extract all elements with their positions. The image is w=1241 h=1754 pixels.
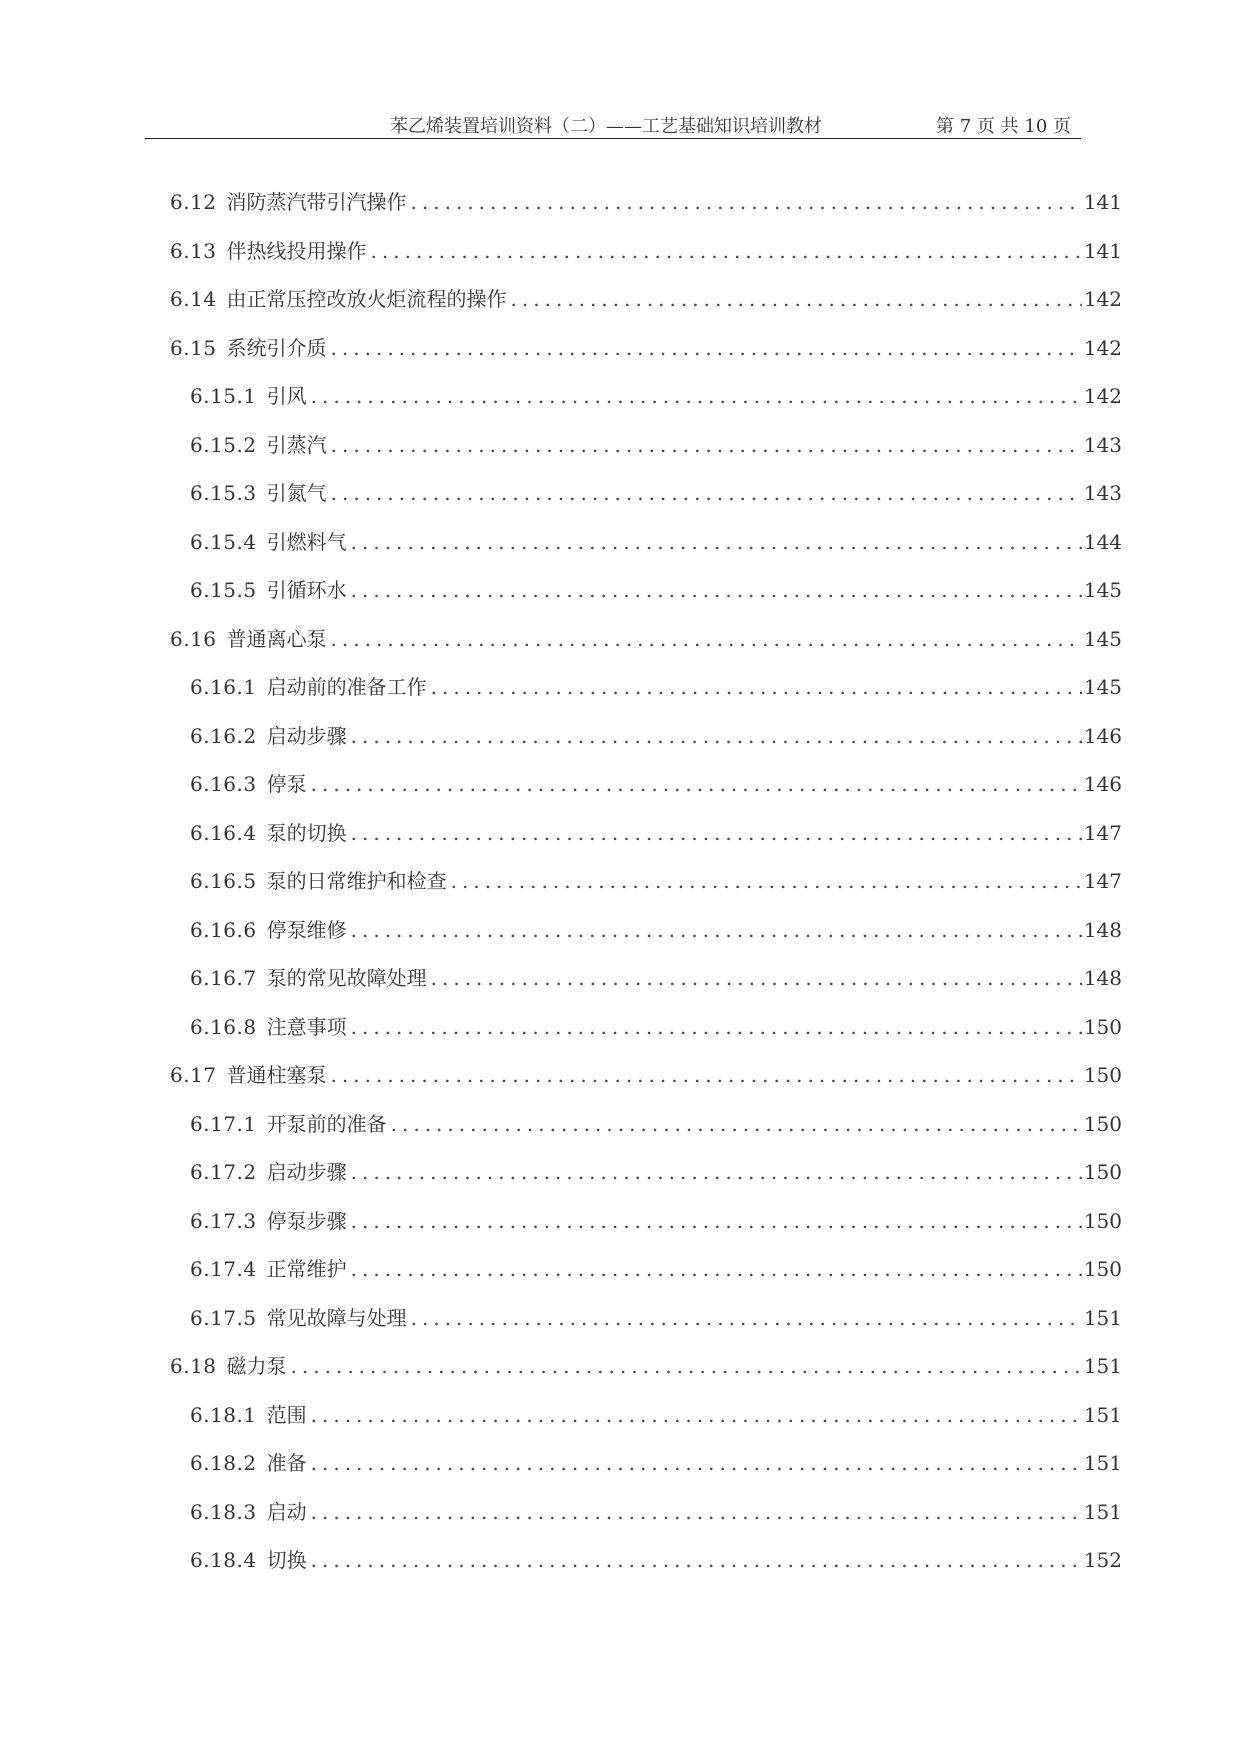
toc-entry-title: 范围 xyxy=(266,1402,307,1427)
toc-entry-title: 注意事项 xyxy=(266,1014,347,1039)
toc-dot-leader xyxy=(351,1207,1082,1235)
toc-entry-page: 151 xyxy=(1083,1402,1122,1427)
toc-entry-title: 启动 xyxy=(266,1499,307,1524)
toc-entry[interactable] xyxy=(190,382,1122,410)
toc-entry-page: 142 xyxy=(1083,287,1122,311)
page-number: 第 7 页 共 10 页 xyxy=(936,116,1071,137)
toc-entry[interactable] xyxy=(170,625,1122,653)
toc-dot-leader xyxy=(351,528,1082,556)
toc-dot-leader xyxy=(331,1061,1082,1089)
toc-entry[interactable] xyxy=(190,576,1122,604)
toc-entry-page: 142 xyxy=(1083,335,1122,360)
toc-entry-number: 6.16.5 xyxy=(190,869,257,893)
toc-entry-number: 6.16.1 xyxy=(190,675,257,699)
toc-entry-number: 6.17.5 xyxy=(190,1305,257,1330)
toc-entry-number: 6.17.3 xyxy=(190,1208,257,1233)
toc-entry-number: 6.12 xyxy=(170,190,217,214)
toc-entry[interactable] xyxy=(190,528,1122,556)
toc-entry-title: 常见故障与处理 xyxy=(266,1305,407,1330)
toc-entry-number: 6.13 xyxy=(170,238,217,263)
toc-dot-leader xyxy=(411,1304,1082,1332)
toc-entry[interactable] xyxy=(170,188,1122,216)
toc-entry-title: 由正常压控改放火炬流程的操作 xyxy=(226,287,507,311)
toc-entry[interactable] xyxy=(170,237,1122,265)
toc-entry-title: 引氮气 xyxy=(266,481,327,505)
toc-dot-leader xyxy=(351,722,1082,750)
toc-entry-title: 引燃料气 xyxy=(266,529,347,554)
toc-entry-page: 148 xyxy=(1083,917,1122,942)
toc-dot-leader xyxy=(351,1158,1082,1186)
toc-entry-page: 141 xyxy=(1083,238,1122,263)
toc-entry-title: 普通柱塞泵 xyxy=(226,1063,327,1087)
toc-entry[interactable] xyxy=(190,1158,1122,1186)
document-title: 苯乙烯装置培训资料（二）——工艺基础知识培训教材 xyxy=(390,116,822,137)
toc-entry[interactable] xyxy=(170,1061,1122,1089)
toc-dot-leader xyxy=(511,285,1082,313)
toc-entry-title: 系统引介质 xyxy=(226,335,327,360)
toc-entry-number: 6.16 xyxy=(170,626,217,651)
toc-entry-number: 6.18.3 xyxy=(190,1499,257,1524)
toc-entry-number: 6.16.3 xyxy=(190,772,257,796)
toc-dot-leader xyxy=(331,479,1082,507)
toc-entry-title: 停泵维修 xyxy=(266,917,347,942)
toc-entry-page: 150 xyxy=(1083,1111,1122,1136)
toc-entry[interactable] xyxy=(190,1255,1122,1283)
toc-entry-title: 泵的日常维护和检查 xyxy=(266,869,447,893)
toc-dot-leader xyxy=(351,1013,1082,1041)
toc-dot-leader xyxy=(351,1255,1082,1283)
toc-entry[interactable] xyxy=(190,916,1122,944)
toc-entry-title: 引风 xyxy=(266,384,307,408)
toc-entry-page: 145 xyxy=(1083,626,1122,651)
toc-entry-title: 普通离心泵 xyxy=(226,626,327,651)
toc-entry-number: 6.15.2 xyxy=(190,432,257,457)
toc-entry[interactable] xyxy=(190,867,1122,895)
toc-entry[interactable] xyxy=(190,1013,1122,1041)
toc-dot-leader xyxy=(331,334,1082,362)
toc-entry[interactable] xyxy=(170,334,1122,362)
toc-entry-page: 151 xyxy=(1083,1451,1122,1475)
toc-entry-page: 146 xyxy=(1083,723,1122,748)
toc-entry-number: 6.15 xyxy=(170,335,217,360)
toc-dot-leader xyxy=(351,819,1082,847)
toc-entry-number: 6.17 xyxy=(170,1063,217,1087)
toc-entry-title: 伴热线投用操作 xyxy=(226,238,367,263)
toc-entry-page: 150 xyxy=(1083,1208,1122,1233)
toc-entry-page: 150 xyxy=(1083,1063,1122,1087)
toc-entry-number: 6.17.2 xyxy=(190,1160,257,1184)
toc-entry-page: 145 xyxy=(1083,578,1122,602)
toc-entry-page: 142 xyxy=(1083,384,1122,408)
toc-entry[interactable] xyxy=(190,819,1122,847)
toc-entry-title: 切换 xyxy=(266,1548,307,1572)
toc-entry-number: 6.16.7 xyxy=(190,966,257,990)
toc-dot-leader xyxy=(331,431,1082,459)
toc-dot-leader xyxy=(351,576,1082,604)
toc-entry-number: 6.16.2 xyxy=(190,723,257,748)
toc-entry[interactable] xyxy=(190,1449,1122,1477)
toc-dot-leader xyxy=(411,188,1082,216)
toc-entry-title: 启动步骤 xyxy=(266,1160,347,1184)
toc-entry-title: 引循环水 xyxy=(266,578,347,602)
toc-entry[interactable] xyxy=(190,964,1122,992)
toc-dot-leader xyxy=(371,237,1082,265)
toc-entry-page: 147 xyxy=(1083,869,1122,893)
toc-entry-title: 准备 xyxy=(266,1451,307,1475)
toc-dot-leader xyxy=(451,867,1082,895)
toc-entry-title: 启动步骤 xyxy=(266,723,347,748)
toc-entry-number: 6.15.4 xyxy=(190,529,257,554)
toc-entry-number: 6.16.4 xyxy=(190,820,257,845)
toc-entry-number: 6.16.8 xyxy=(190,1014,257,1039)
toc-entry[interactable] xyxy=(190,1498,1122,1526)
toc-dot-leader xyxy=(311,1449,1082,1477)
toc-entry-page: 151 xyxy=(1083,1354,1122,1378)
toc-entry[interactable] xyxy=(190,479,1122,507)
toc-entry-page: 150 xyxy=(1083,1160,1122,1184)
toc-entry-page: 144 xyxy=(1083,529,1122,554)
toc-entry-page: 151 xyxy=(1083,1499,1122,1524)
toc-entry-page: 143 xyxy=(1083,481,1122,505)
toc-entry[interactable] xyxy=(170,1352,1122,1380)
toc-entry-page: 141 xyxy=(1083,190,1122,214)
toc-dot-leader xyxy=(311,1401,1082,1429)
toc-entry-title: 正常维护 xyxy=(266,1257,347,1281)
toc-entry-number: 6.17.1 xyxy=(190,1111,257,1136)
toc-entry-title: 引蒸汽 xyxy=(266,432,327,457)
toc-entry-page: 150 xyxy=(1083,1014,1122,1039)
toc-entry-title: 消防蒸汽带引汽操作 xyxy=(226,190,407,214)
toc-dot-leader xyxy=(311,1546,1082,1574)
toc-entry-number: 6.16.6 xyxy=(190,917,257,942)
toc-entry-number: 6.18.4 xyxy=(190,1548,257,1572)
toc-entry[interactable] xyxy=(190,1304,1122,1332)
toc-entry[interactable] xyxy=(190,1546,1122,1574)
toc-entry-page: 147 xyxy=(1083,820,1122,845)
toc-entry-page: 145 xyxy=(1083,675,1122,699)
toc-entry-title: 停泵 xyxy=(266,772,307,796)
toc-entry-number: 6.17.4 xyxy=(190,1257,257,1281)
toc-dot-leader xyxy=(431,964,1082,992)
toc-entry-page: 151 xyxy=(1083,1305,1122,1330)
toc-entry[interactable] xyxy=(190,722,1122,750)
page-header xyxy=(145,108,1081,139)
toc-entry-page: 150 xyxy=(1083,1257,1122,1281)
toc-entry-number: 6.14 xyxy=(170,287,217,311)
toc-dot-leader xyxy=(331,625,1082,653)
toc-entry-title: 泵的切换 xyxy=(266,820,347,845)
toc-entry-page: 148 xyxy=(1083,966,1122,990)
toc-entry-number: 6.15.5 xyxy=(190,578,257,602)
toc-dot-leader xyxy=(311,770,1082,798)
toc-dot-leader xyxy=(391,1110,1082,1138)
toc-entry[interactable] xyxy=(190,673,1122,701)
toc-entry-number: 6.18.2 xyxy=(190,1451,257,1475)
toc-entry-number: 6.18.1 xyxy=(190,1402,257,1427)
toc-entry-title: 停泵步骤 xyxy=(266,1208,347,1233)
toc-entry-title: 磁力泵 xyxy=(226,1354,287,1378)
toc-entry[interactable] xyxy=(190,1207,1122,1235)
toc-dot-leader xyxy=(311,1498,1082,1526)
toc-dot-leader xyxy=(291,1352,1082,1380)
toc-entry-number: 6.15.1 xyxy=(190,384,257,408)
toc-entry[interactable] xyxy=(190,1401,1122,1429)
toc-entry[interactable] xyxy=(190,1110,1122,1138)
toc-entry-title: 泵的常见故障处理 xyxy=(266,966,427,990)
toc-entry-number: 6.15.3 xyxy=(190,481,257,505)
toc-entry-page: 152 xyxy=(1083,1548,1122,1572)
toc-dot-leader xyxy=(351,916,1082,944)
toc-entry[interactable] xyxy=(190,431,1122,459)
toc-entry[interactable] xyxy=(170,285,1122,313)
toc-entry-number: 6.18 xyxy=(170,1354,217,1378)
toc-entry-title: 启动前的准备工作 xyxy=(266,675,427,699)
toc-dot-leader xyxy=(311,382,1082,410)
toc-entry[interactable] xyxy=(190,770,1122,798)
toc-entry-page: 143 xyxy=(1083,432,1122,457)
toc-dot-leader xyxy=(431,673,1082,701)
toc-entry-title: 开泵前的准备 xyxy=(266,1111,387,1136)
toc-entry-page: 146 xyxy=(1083,772,1122,796)
